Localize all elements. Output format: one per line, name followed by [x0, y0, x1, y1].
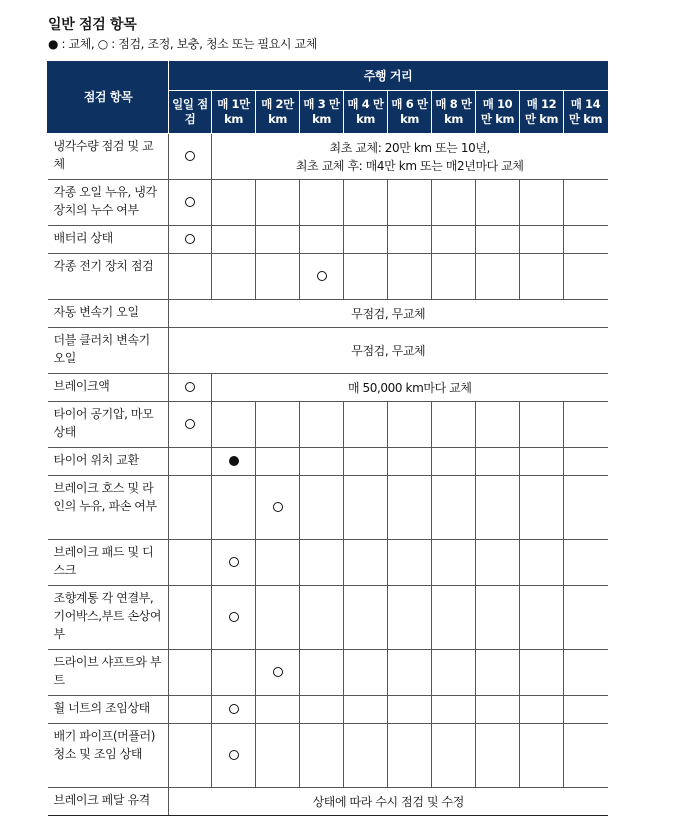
schedule-note: 매 50,000 km마다 교체 [212, 374, 608, 402]
schedule-cell [520, 540, 564, 586]
schedule-cell [256, 696, 300, 724]
schedule-cell [564, 180, 608, 226]
schedule-note: 상태에 따라 수시 점검 및 수정 [169, 788, 608, 816]
schedule-cell [432, 180, 476, 226]
replace-mark-icon [229, 456, 239, 466]
item-name: 브레이크액 [48, 374, 169, 402]
schedule-cell [300, 586, 344, 650]
schedule-cell [344, 476, 388, 540]
schedule-cell [344, 402, 388, 448]
schedule-cell [520, 180, 564, 226]
schedule-cell [388, 448, 432, 476]
schedule-cell [169, 540, 212, 586]
schedule-cell [432, 448, 476, 476]
header-col: 매 1만 km [212, 91, 256, 134]
schedule-cell [169, 374, 212, 402]
table-row [48, 448, 608, 476]
schedule-cell [432, 696, 476, 724]
schedule-cell [388, 724, 432, 788]
schedule-cell [476, 448, 520, 476]
schedule-cell [169, 586, 212, 650]
inspect-mark-icon [229, 750, 239, 760]
item-name: 각종 오일 누유, 냉각장치의 누수 여부 [48, 180, 169, 226]
header-col: 매 6 만 km [388, 91, 432, 134]
schedule-cell [476, 724, 520, 788]
item-name: 냉각수량 점검 및 교체 [48, 134, 169, 180]
item-name: 휠 너트의 조임상태 [48, 696, 169, 724]
schedule-cell [344, 650, 388, 696]
schedule-cell [169, 476, 212, 540]
table-row [48, 300, 608, 328]
header-col: 매 4 만 km [344, 91, 388, 134]
item-name: 각종 전기 장치 점검 [48, 254, 169, 300]
schedule-cell [388, 696, 432, 724]
item-name: 배터리 상태 [48, 226, 169, 254]
inspect-mark-icon [273, 667, 283, 677]
schedule-cell [564, 254, 608, 300]
inspect-mark-icon [185, 234, 195, 244]
legend: ● : 교체, ○ : 점검, 조정, 보충, 청소 또는 필요시 교체 [48, 37, 317, 51]
header-group: 주행 거리 [169, 62, 608, 91]
schedule-cell [256, 180, 300, 226]
schedule-cell [520, 476, 564, 540]
schedule-cell [300, 448, 344, 476]
schedule-cell [256, 476, 300, 540]
table-row [48, 586, 608, 650]
schedule-note: 무점검, 무교체 [169, 328, 608, 374]
schedule-cell [300, 650, 344, 696]
schedule-cell [564, 650, 608, 696]
schedule-note: 최초 교체: 20만 km 또는 10년, 최초 교체 후: 매4만 km 또는 매2년마다 교체 [212, 134, 608, 180]
header-col: 매 12 만 km [520, 91, 564, 134]
schedule-cell [344, 226, 388, 254]
schedule-cell [432, 586, 476, 650]
schedule-cell [388, 226, 432, 254]
inspect-mark-icon [185, 197, 195, 207]
inspect-mark-icon [229, 704, 239, 714]
schedule-cell [169, 650, 212, 696]
schedule-cell [564, 476, 608, 540]
schedule-cell [432, 724, 476, 788]
inspect-mark-icon [185, 419, 195, 429]
schedule-cell [476, 226, 520, 254]
schedule-cell [256, 650, 300, 696]
table-row [48, 540, 608, 586]
schedule-cell [388, 540, 432, 586]
schedule-cell [300, 476, 344, 540]
header-col: 매 3 만 km [300, 91, 344, 134]
item-name: 더블 클러치 변속기 오일 [48, 328, 169, 374]
schedule-cell [256, 724, 300, 788]
header-item: 점검 항목 [48, 62, 169, 134]
schedule-cell [344, 586, 388, 650]
inspect-mark-icon [185, 382, 195, 392]
schedule-cell [476, 180, 520, 226]
schedule-cell [432, 540, 476, 586]
schedule-cell [520, 696, 564, 724]
schedule-cell [564, 402, 608, 448]
schedule-cell [169, 724, 212, 788]
schedule-cell [212, 226, 256, 254]
schedule-cell [169, 254, 212, 300]
schedule-cell [476, 696, 520, 724]
schedule-note: 무점검, 무교체 [169, 300, 608, 328]
schedule-cell [256, 402, 300, 448]
schedule-cell [520, 586, 564, 650]
inspect-mark-icon [185, 151, 195, 161]
schedule-cell [432, 226, 476, 254]
schedule-cell [256, 254, 300, 300]
schedule-cell [212, 254, 256, 300]
schedule-cell [388, 180, 432, 226]
schedule-cell [169, 402, 212, 448]
table-row [48, 724, 608, 788]
table-row [48, 254, 608, 300]
schedule-cell [520, 254, 564, 300]
table-row [48, 134, 608, 180]
schedule-cell [520, 724, 564, 788]
schedule-cell [212, 586, 256, 650]
schedule-cell [476, 254, 520, 300]
header-col: 매 2만 km [256, 91, 300, 134]
schedule-cell [169, 134, 212, 180]
schedule-cell [344, 448, 388, 476]
schedule-cell [476, 540, 520, 586]
item-name: 배기 파이프(머플러) 청소 및 조임 상태 [48, 724, 169, 788]
schedule-cell [212, 402, 256, 448]
schedule-cell [476, 650, 520, 696]
page-title: 일반 점검 항목 [48, 17, 137, 33]
schedule-cell [169, 226, 212, 254]
schedule-cell [256, 586, 300, 650]
item-name: 브레이크 호스 및 라인의 누유, 파손 여부 [48, 476, 169, 540]
schedule-cell [300, 696, 344, 724]
item-name: 브레이크 페달 유격 [48, 788, 169, 816]
header-col: 매 10 만 km [476, 91, 520, 134]
item-name: 타이어 공기압, 마모상태 [48, 402, 169, 448]
table-row [48, 696, 608, 724]
header-col: 매 14 만 km [564, 91, 608, 134]
schedule-cell [212, 180, 256, 226]
schedule-cell [564, 448, 608, 476]
header-col: 매 8 만 km [432, 91, 476, 134]
schedule-cell [388, 650, 432, 696]
item-name: 브레이크 패드 및 디스크 [48, 540, 169, 586]
schedule-cell [212, 696, 256, 724]
schedule-cell [432, 254, 476, 300]
schedule-cell [564, 586, 608, 650]
schedule-cell [564, 226, 608, 254]
schedule-cell [169, 180, 212, 226]
schedule-cell [300, 540, 344, 586]
inspect-mark-icon [273, 502, 283, 512]
table-row [48, 328, 608, 374]
inspect-mark-icon [317, 271, 327, 281]
schedule-cell [476, 402, 520, 448]
item-name: 드라이브 샤프트와 부트 [48, 650, 169, 696]
schedule-cell [256, 540, 300, 586]
schedule-cell [344, 180, 388, 226]
schedule-cell [344, 254, 388, 300]
schedule-cell [432, 402, 476, 448]
schedule-cell [388, 476, 432, 540]
schedule-cell [520, 650, 564, 696]
inspection-table [47, 61, 608, 816]
schedule-cell [212, 540, 256, 586]
schedule-cell [344, 540, 388, 586]
table-row [48, 374, 608, 402]
table-row [48, 402, 608, 448]
item-name: 조향계통 각 연결부,기어박스,부트 손상여부 [48, 586, 169, 650]
schedule-cell [388, 586, 432, 650]
schedule-cell [476, 586, 520, 650]
schedule-cell [212, 448, 256, 476]
schedule-cell [344, 724, 388, 788]
schedule-cell [432, 476, 476, 540]
schedule-cell [256, 226, 300, 254]
schedule-cell [520, 448, 564, 476]
schedule-cell [564, 724, 608, 788]
schedule-cell [388, 254, 432, 300]
item-name: 타이어 위치 교환 [48, 448, 169, 476]
schedule-cell [212, 476, 256, 540]
schedule-cell [169, 696, 212, 724]
schedule-cell [476, 476, 520, 540]
schedule-cell [212, 724, 256, 788]
table-row [48, 650, 608, 696]
table-row [48, 476, 608, 540]
schedule-cell [300, 226, 344, 254]
schedule-cell [169, 448, 212, 476]
schedule-cell [300, 180, 344, 226]
inspect-mark-icon [229, 557, 239, 567]
table-row [48, 226, 608, 254]
schedule-cell [300, 254, 344, 300]
schedule-cell [300, 724, 344, 788]
schedule-cell [520, 402, 564, 448]
table-row [48, 180, 608, 226]
schedule-cell [388, 402, 432, 448]
schedule-cell [300, 402, 344, 448]
schedule-cell [564, 696, 608, 724]
item-name: 자동 변속기 오일 [48, 300, 169, 328]
header-col: 일일 점검 [169, 91, 212, 134]
schedule-cell [564, 540, 608, 586]
table-row [48, 788, 608, 816]
schedule-cell [520, 226, 564, 254]
inspect-mark-icon [229, 612, 239, 622]
schedule-cell [344, 696, 388, 724]
schedule-cell [256, 448, 300, 476]
schedule-cell [212, 650, 256, 696]
schedule-cell [432, 650, 476, 696]
